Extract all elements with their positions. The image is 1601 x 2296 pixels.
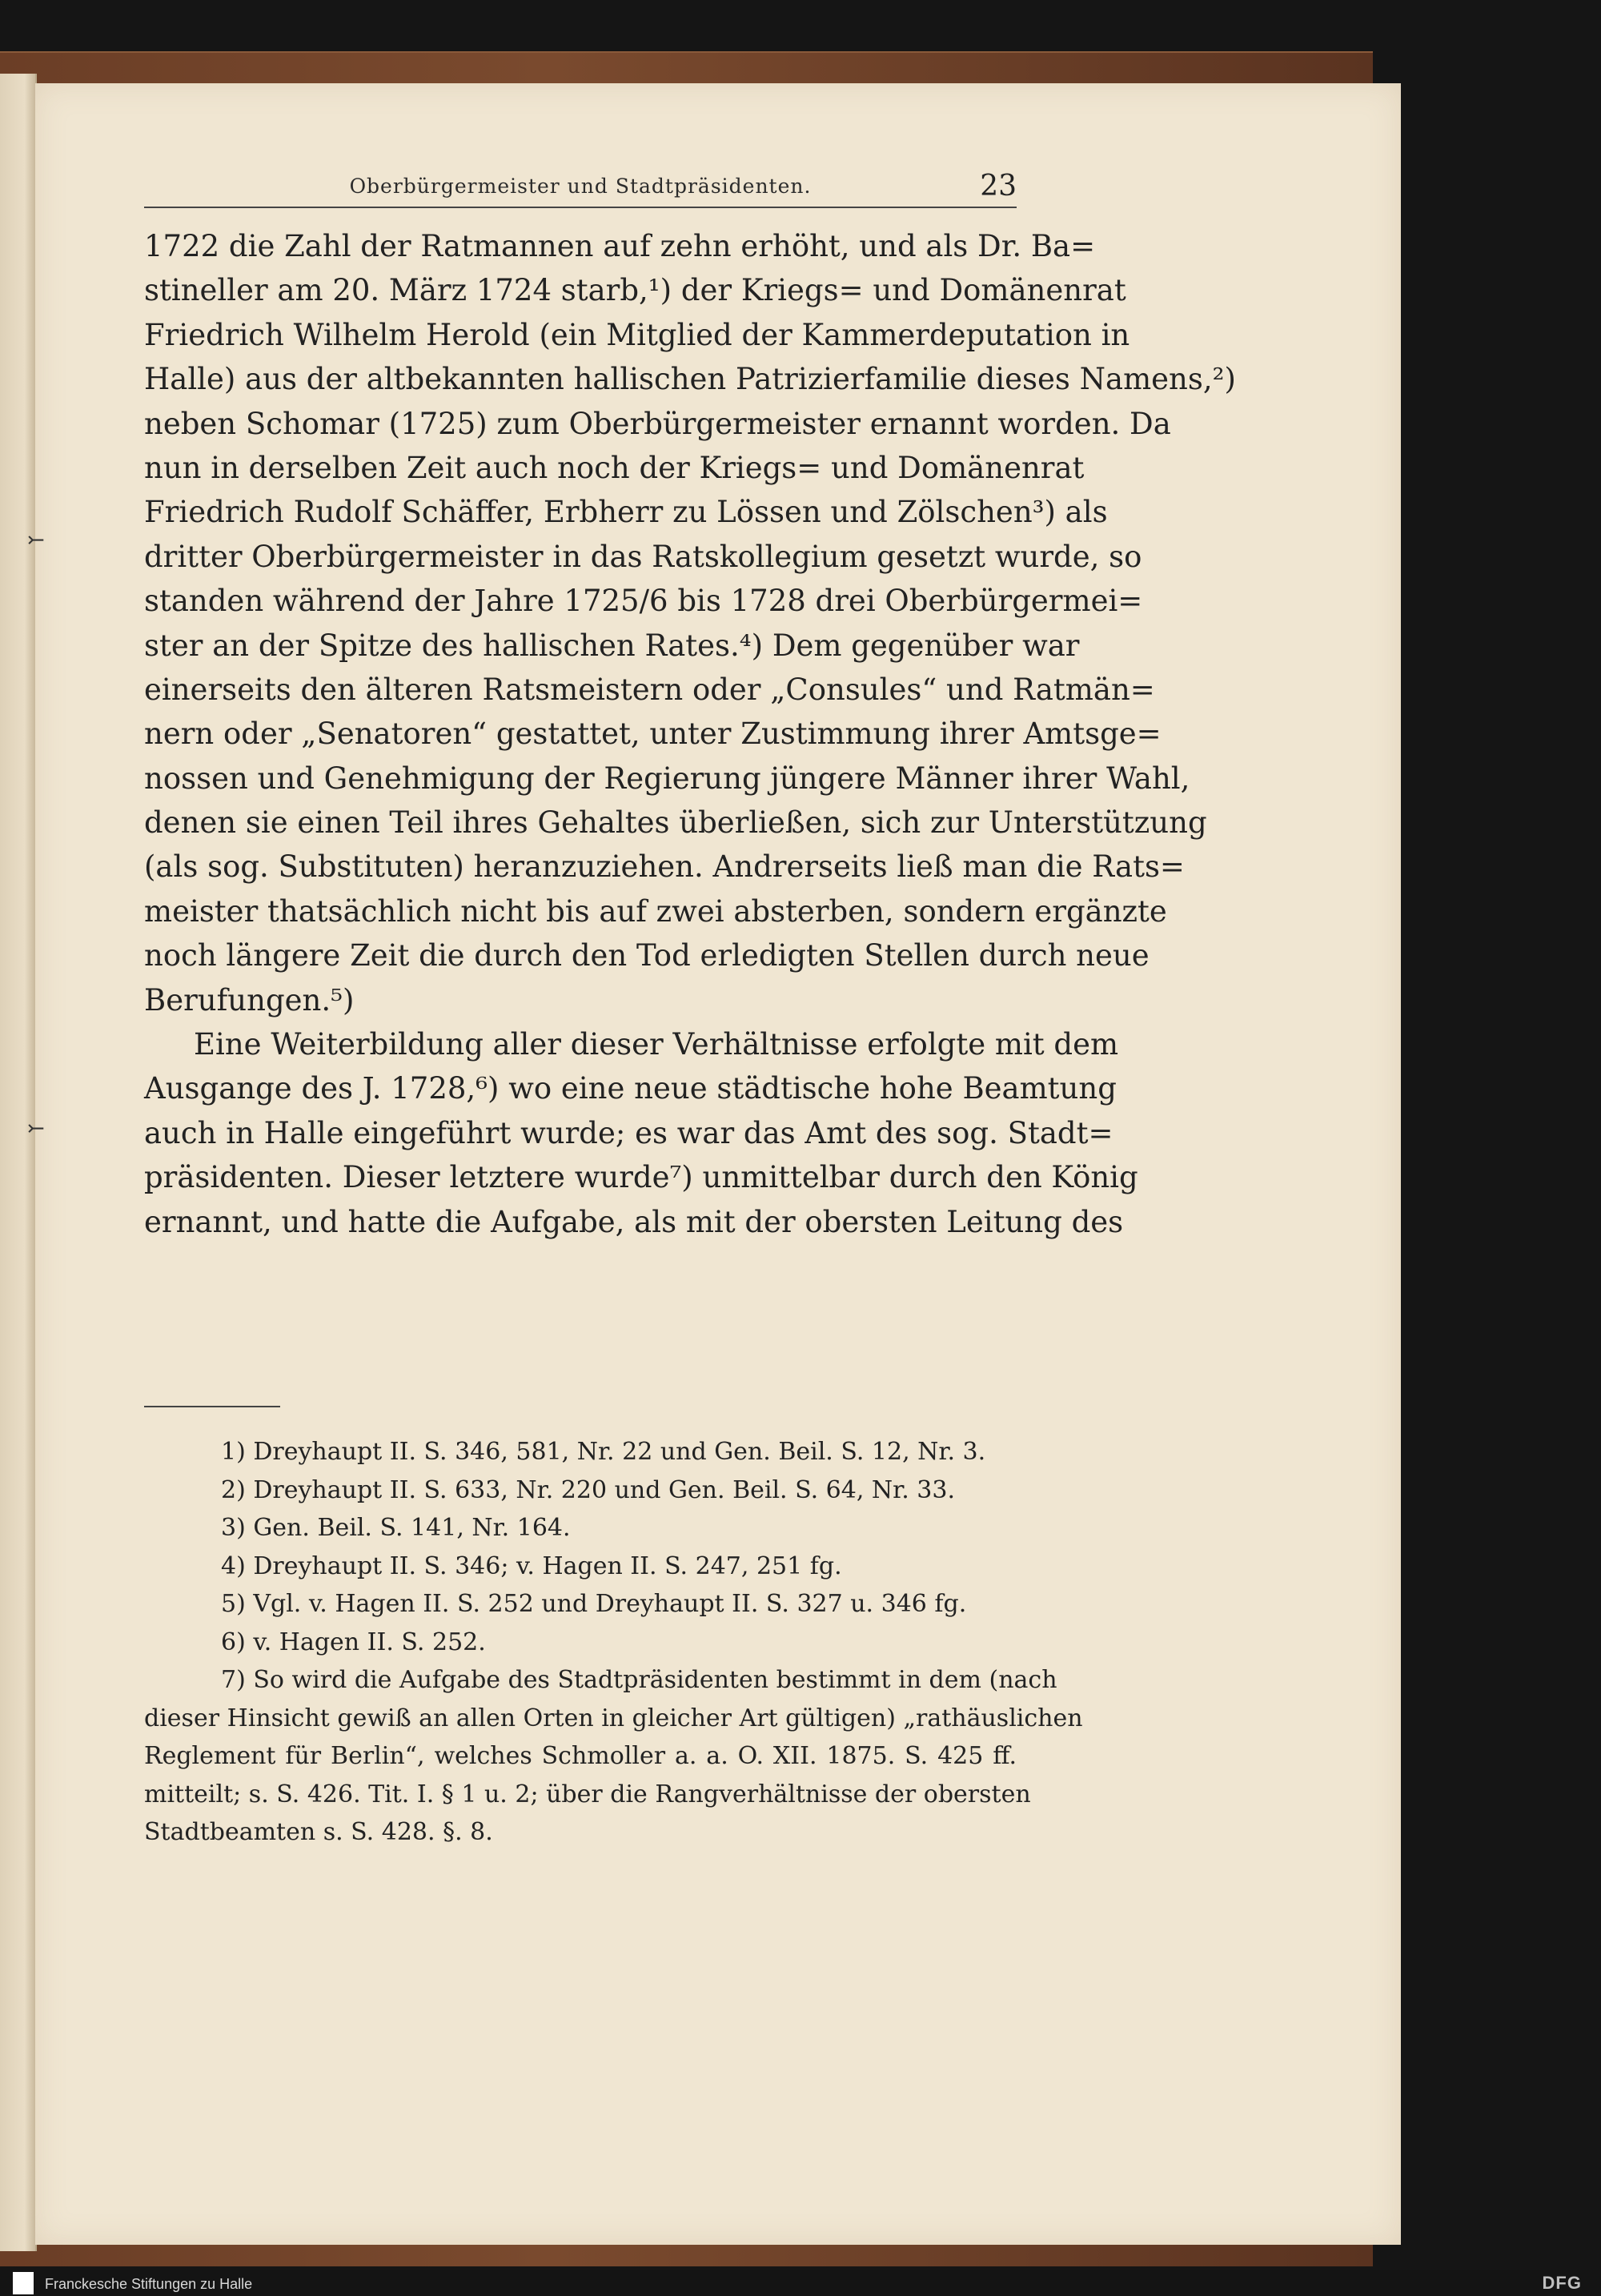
running-title: Oberbürgermeister und Stadtpräsidenten. bbox=[349, 175, 812, 198]
text-line: präsidenten. Dieser letztere wurde⁷) unmittelbar durch den König bbox=[144, 1160, 1138, 1195]
text-line: Berufungen.⁵) bbox=[144, 982, 355, 1018]
institution-logo-icon bbox=[13, 2272, 34, 2294]
text-line: 1722 die Zahl der Ratmannen auf zehn erhöht, und als Dr. Ba= bbox=[144, 229, 1096, 263]
text-line: nossen und Genehmigung der Regierung jüngere Männer ihrer Wahl, bbox=[144, 761, 1190, 796]
text-line: neben Schomar (1725) zum Oberbürgermeister ernannt worden. Da bbox=[144, 406, 1171, 441]
footnote-line: Stadtbeamten s. S. 428. §. 8. bbox=[144, 1818, 493, 1846]
text-line: nern oder „Senatoren“ gestattet, unter Zustimmung ihrer Amtsge= bbox=[144, 716, 1162, 752]
text-line: ernannt, und hatte die Aufgabe, als mit der obersten Leitung des bbox=[144, 1204, 1124, 1239]
text-line: dritter Oberbürgermeister in das Ratskollegium gesetzt wurde, so bbox=[144, 539, 1142, 574]
footnote-line: mitteilt; s. S. 426. Tit. I. § 1 u. 2; über die Rangverhältnisse der obersten bbox=[144, 1780, 1031, 1808]
footnote: 5) Vgl. v. Hagen II. S. 252 und Dreyhaupt II. S. 327 u. 346 fg. bbox=[221, 1590, 967, 1618]
text-line: standen während der Jahre 1725/6 bis 1728 drei Oberbürgermei= bbox=[144, 584, 1143, 619]
text-line: Eine Weiterbildung aller dieser Verhältnisse erfolgte mit dem bbox=[194, 1027, 1119, 1062]
institution-label: Franckesche Stiftungen zu Halle bbox=[45, 2276, 253, 2292]
footnote: 3) Gen. Beil. S. 141, Nr. 164. bbox=[221, 1514, 571, 1542]
text-line: ster an der Spitze des hallischen Rates.⁴) Dem gegenüber war bbox=[144, 628, 1080, 663]
text-line: stineller am 20. März 1724 starb,¹) der Kriegs= und Domänenrat bbox=[144, 273, 1126, 308]
footnote: 2) Dreyhaupt II. S. 633, Nr. 220 und Gen. Beil. S. 64, Nr. 33. bbox=[221, 1475, 956, 1504]
page-number: 23 bbox=[980, 170, 1017, 203]
text-line: denen sie einen Teil ihres Gehaltes überließen, sich zur Unterstützung bbox=[144, 805, 1207, 841]
footnote-line: 7) So wird die Aufgabe des Stadtpräsidenten bestimmt in dem (nach bbox=[221, 1666, 1057, 1694]
main-text bbox=[144, 224, 1236, 1244]
text-line: Friedrich Rudolf Schäffer, Erbherr zu Lössen und Zölschen³) als bbox=[144, 495, 1108, 530]
text-line: (als sog. Substituten) heranzuziehen. Andrerseits ließ man die Rats= bbox=[144, 849, 1185, 885]
text-line: nun in derselben Zeit auch noch der Kriegs= und Domänenrat bbox=[144, 450, 1085, 485]
dfg-logo: DFG bbox=[1542, 2273, 1582, 2293]
footnotes bbox=[144, 1433, 1083, 1852]
page-header bbox=[144, 170, 1017, 208]
text-line: auch in Halle eingeführt wurde; es war das Amt des sog. Stadt= bbox=[144, 1115, 1113, 1150]
footnote: 1) Dreyhaupt II. S. 346, 581, Nr. 22 und Gen. Beil. S. 12, Nr. 3. bbox=[221, 1438, 986, 1466]
text-line: Halle) aus der altbekannten hallischen Patrizierfamilie dieses Namens,²) bbox=[144, 362, 1236, 397]
text-line: einerseits den älteren Ratsmeistern oder „Consules“ und Ratmän= bbox=[144, 672, 1155, 707]
text-line: noch längere Zeit die durch den Tod erledigten Stellen durch neue bbox=[144, 938, 1150, 973]
margin-mark: ⤚ bbox=[27, 1117, 45, 1141]
text-line: Friedrich Wilhelm Herold (ein Mitglied der Kammerdeputation in bbox=[144, 317, 1130, 352]
footnote: 4) Dreyhaupt II. S. 346; v. Hagen II. S. 247, 251 fg. bbox=[221, 1551, 842, 1580]
footnote-line: dieser Hinsicht gewiß an allen Orten in gleicher Art gültigen) „rathäuslichen bbox=[144, 1704, 1083, 1732]
text-line: meister thatsächlich nicht bis auf zwei absterben, sondern ergänzte bbox=[144, 893, 1167, 929]
text-line: Ausgange des J. 1728,⁶) wo eine neue städtische hohe Beamtung bbox=[144, 1071, 1117, 1106]
footnote: 6) v. Hagen II. S. 252. bbox=[221, 1628, 486, 1656]
margin-mark: ⤚ bbox=[27, 528, 45, 552]
viewer-footer-bar bbox=[0, 2270, 1601, 2296]
left-page-edge bbox=[0, 74, 37, 2251]
footnote-line: Reglement für Berlin“, welches Schmoller a. a. O. XII. 1875. S. 425 ff. bbox=[144, 1742, 1017, 1770]
footnote-separator bbox=[144, 1406, 280, 1407]
